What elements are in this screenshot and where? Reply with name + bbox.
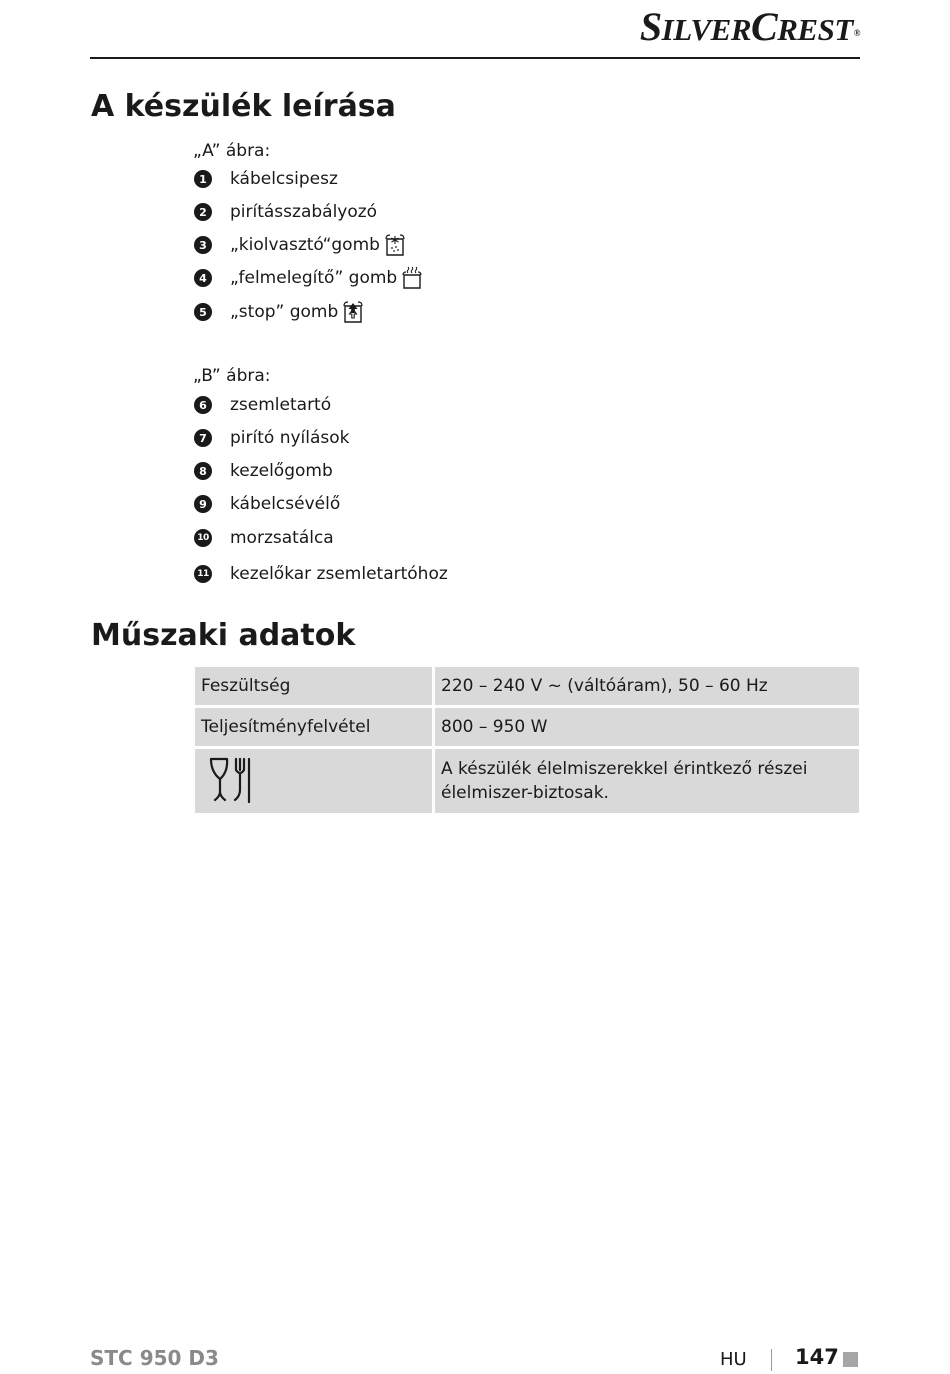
list-item — [194, 301, 364, 323]
item-label: pirításszabályozó — [230, 202, 378, 222]
item-number-badge: 8 — [194, 462, 212, 480]
list-item — [194, 394, 331, 416]
item-number-badge: 10 — [194, 529, 212, 547]
table-key: Teljesítményfelvétel — [195, 707, 434, 748]
figure-a-label: „A” ábra: — [193, 141, 271, 161]
section-title-technical: Műszaki adatok — [91, 618, 356, 653]
table-key: Feszültség — [195, 667, 434, 707]
table-value: 800 – 950 W — [434, 707, 860, 748]
list-item — [194, 427, 350, 449]
table-row — [195, 748, 859, 815]
item-label: pirító nyílások — [230, 428, 350, 448]
item-number-badge: 11 — [194, 565, 212, 583]
list-item — [194, 168, 338, 190]
item-label: „kiolvasztó“gomb — [230, 235, 380, 255]
figure-b-label: „B” ábra: — [193, 366, 271, 386]
footer-model: STC 950 D3 — [90, 1346, 219, 1370]
header-rule — [90, 57, 860, 59]
item-label: morzsatálca — [230, 528, 334, 548]
table-row — [195, 667, 859, 707]
footer-square-marker — [843, 1352, 858, 1367]
food-safe-glass-fork-icon — [205, 756, 253, 806]
defrost-icon — [384, 233, 406, 257]
list-item — [194, 527, 334, 549]
stop-eject-icon — [342, 300, 364, 324]
footer-divider — [771, 1349, 772, 1371]
item-label: „felmelegítő” gomb — [230, 268, 398, 288]
list-item — [194, 493, 340, 515]
brand-logo — [640, 4, 860, 53]
item-label: „stop” gomb — [230, 302, 339, 322]
item-number-badge: 5 — [194, 303, 212, 321]
brand-letters: REST — [777, 12, 853, 47]
table-value: 220 – 240 V ~ (váltóáram), 50 – 60 Hz — [434, 667, 860, 707]
item-number-badge: 3 — [194, 236, 212, 254]
footer-language: HU — [720, 1349, 747, 1370]
list-item — [194, 460, 333, 482]
item-label: kezelőgomb — [230, 461, 333, 481]
technical-data-table — [195, 667, 859, 816]
item-number-badge: 4 — [194, 269, 212, 287]
section-title-description: A készülék leírása — [91, 89, 396, 124]
brand-letters: ILVER — [661, 12, 752, 47]
table-value: A készülék élelmiszerekkel érintkező részei élelmiszer-biztosak. — [434, 748, 860, 815]
reheat-icon — [401, 266, 423, 290]
list-item — [194, 201, 377, 223]
registered-mark: ® — [853, 28, 860, 38]
item-label: zsemletartó — [230, 395, 332, 415]
item-number-badge: 9 — [194, 495, 212, 513]
item-number-badge: 2 — [194, 203, 212, 221]
brand-letter: C — [751, 4, 778, 49]
list-item — [194, 234, 406, 256]
item-label: kábelcsipesz — [230, 169, 338, 189]
table-key — [195, 748, 434, 815]
page-number: 147 — [795, 1345, 839, 1369]
list-item — [194, 267, 423, 289]
table-row — [195, 707, 859, 748]
item-number-badge: 6 — [194, 396, 212, 414]
item-number-badge: 7 — [194, 429, 212, 447]
brand-letter: S — [639, 4, 662, 49]
item-number-badge: 1 — [194, 170, 212, 188]
item-label: kábelcsévélő — [230, 494, 341, 514]
list-item — [194, 563, 448, 585]
item-label: kezelőkar zsemletartóhoz — [230, 564, 448, 584]
